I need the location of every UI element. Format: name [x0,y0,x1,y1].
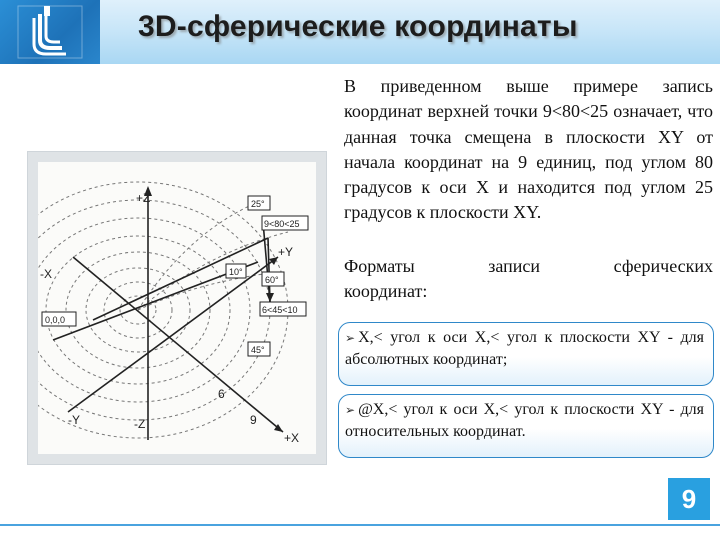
axis-label-minus-z: -Z [134,417,146,431]
formats-heading-line [344,254,713,279]
point-label-2: 6<45<10 [262,305,298,315]
number-label-9: 9 [250,413,257,427]
relative-format-text: @X,< угол к оси X,< угол к плоскости XY - для относительных координат. [345,401,704,440]
formats-word-1: Форматы [344,256,415,276]
formats-heading-end: координат: [344,281,428,302]
arrow-bullet-icon: ➢ [345,331,356,345]
formats-heading [344,254,713,305]
logo-icon [0,0,100,64]
angle-label-60: 60° [265,275,279,285]
axis-label-plus-z: +Z [136,191,151,205]
angle-label-25: 25° [251,199,265,209]
spherical-coordinates-diagram [38,162,316,454]
number-label-6: 6 [218,387,225,401]
description-paragraph: В приведенном выше примере запись координат верхней точки 9<80<25 означает, что данная точка смещена в плоскости XY от начала координат на 9 единиц, под углом 80 градусов к оси X и находится под углом 25 градусов к плоскости XY. [344,76,713,223]
slide-title: 3D-сферические координаты [138,10,578,43]
axes [53,192,283,440]
origin-label: 0,0,0 [45,315,66,325]
axis-label-minus-x: -X [40,267,52,281]
footer-line [0,524,720,526]
arrow-bullet-icon: ➢ [345,403,356,417]
coordinate-figure [28,152,326,464]
absolute-format-card [338,322,714,386]
angle-label-10: 10° [229,267,243,277]
relative-format-card [338,394,714,458]
formats-word-3: сферических [613,256,713,276]
logo [0,0,100,64]
angle-label-45: 45° [251,345,265,355]
page-number: 9 [668,478,710,520]
axis-label-plus-y: +Y [278,245,294,259]
point-label: 9<80<25 [264,219,300,229]
concentric-circles [38,182,288,438]
formats-word-2: записи [488,256,541,276]
axis-label-plus-x: +X [284,431,300,445]
absolute-format-text: X,< угол к оси X,< угол к плоскости XY - для абсолютных координат; [345,329,704,368]
axis-label-minus-y: -Y [68,413,80,427]
